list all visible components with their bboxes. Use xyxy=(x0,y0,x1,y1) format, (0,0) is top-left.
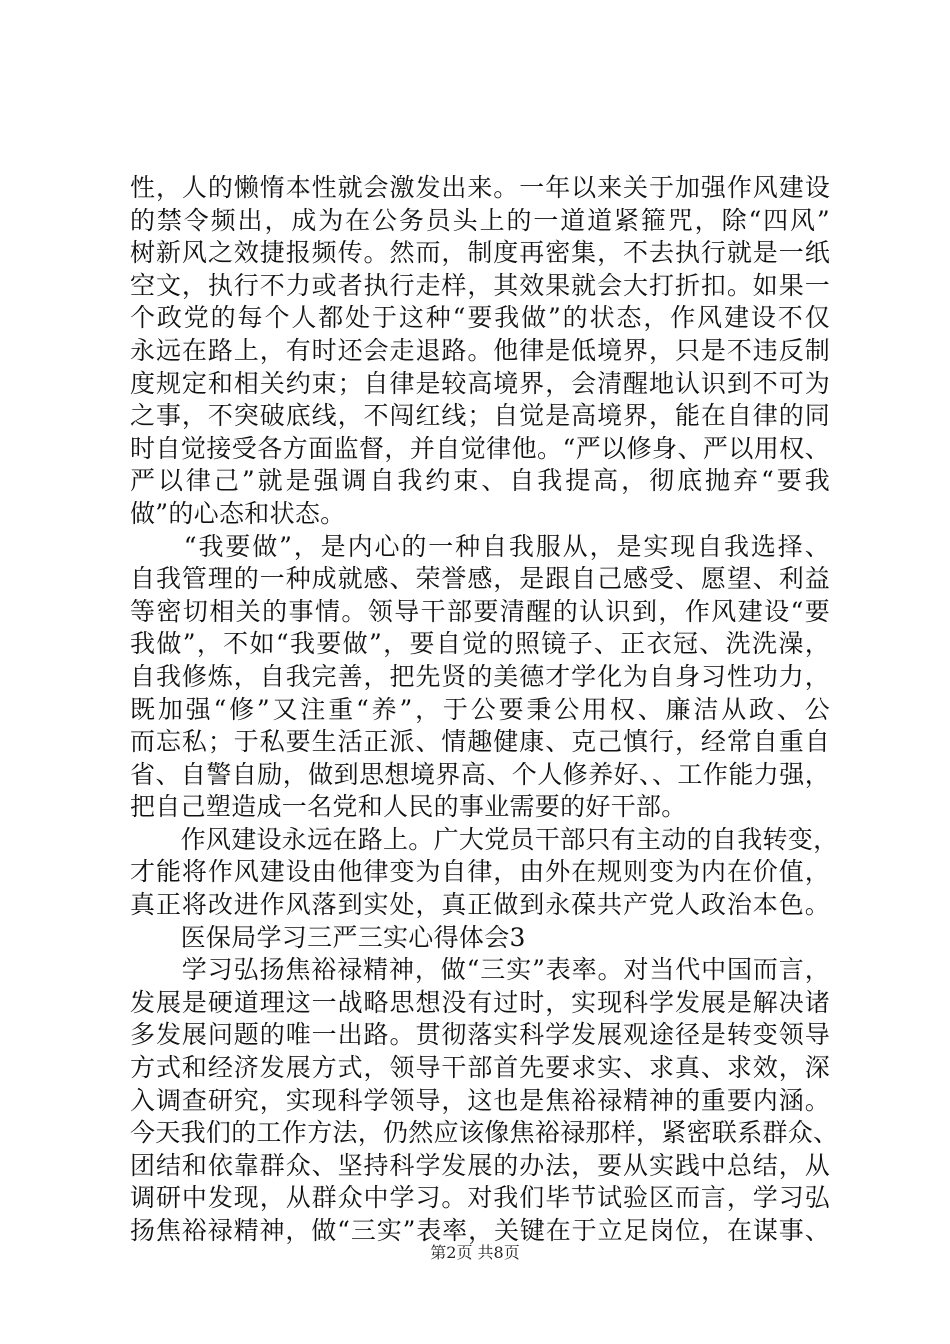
text-line: 学习弘扬焦裕禄精神，做“三实”表率。对当代中国而言， xyxy=(130,955,830,985)
text-line: 作风建设永远在路上。广大党员干部只有主动的自我转变， xyxy=(130,824,839,854)
text-line: 自我修炼，自我完善，把先贤的美德才学化为自身习性功力， xyxy=(130,661,830,691)
text-line: 自我管理的一种成就感、荣誉感，是跟自己感受、愿望、利益 xyxy=(130,564,830,594)
text-line: 性，人的懒惰本性就会激发出来。一年以来关于加强作风建设 xyxy=(130,173,830,202)
text-line: 真正将改进作风落到实处，真正做到永葆共产党人政治本色。 xyxy=(130,890,830,920)
text-line: 方式和经济发展方式，领导干部首先要求实、求真、求效，深 xyxy=(130,1053,830,1083)
text-line: 严以律己”就是强调自我约束、自我提高，彻底抛弃“要我 xyxy=(130,466,830,496)
text-line: 度规定和相关约束；自律是较高境界，会清醒地认识到不可为 xyxy=(130,368,830,398)
text-line: 团结和依靠群众、坚持科学发展的办法，要从实践中总结，从 xyxy=(130,1150,830,1180)
text-line: 省、自警自励，做到思想境界高、个人修养好、、工作能力强， xyxy=(130,759,830,789)
text-line: 才能将作风建设由他律变为自律，由外在规则变为内在价值， xyxy=(130,857,830,887)
text-line: 树新风之效捷报频传。然而，制度再密集，不去执行就是一纸 xyxy=(130,238,830,268)
text-line: 多发展问题的唯一出路。贯彻落实科学发展观途径是转变领导 xyxy=(130,1020,830,1050)
text-line: 时自觉接受各方面监督，并自觉律他。“严以修身、严以用权、 xyxy=(130,433,830,463)
text-line: 做”的心态和状态。 xyxy=(130,498,346,528)
text-line: 扬焦裕禄精神，做“三实”表率，关键在于立足岗位，在谋事、 xyxy=(130,1216,830,1245)
text-line: 之事，不突破底线，不闯红线；自觉是高境界，能在自律的同 xyxy=(130,401,830,431)
text-line: 既加强“修”又注重“养”，于公要秉公用权、廉洁从政、公 xyxy=(130,694,830,724)
text-line: 永远在路上，有时还会走退路。他律是低境界，只是不违反制 xyxy=(130,335,830,365)
text-line: 发展是硬道理这一战略思想没有过时，实现科学发展是解决诸 xyxy=(130,987,830,1017)
text-line: 我做”，不如“我要做”，要自觉的照镜子、正衣冠、洗洗澡， xyxy=(130,629,830,659)
text-line: 空文，执行不力或者执行走样，其效果就会大打折扣。如果一 xyxy=(130,270,830,300)
text-line: 把自己塑造成一名党和人民的事业需要的好干部。 xyxy=(130,792,687,822)
document-body xyxy=(130,172,839,1248)
page-footer: 第2页 共8页 xyxy=(430,1243,520,1262)
text-line: 个政党的每个人都处于这种“要我做”的状态，作风建设不仅 xyxy=(130,303,830,333)
text-line: 入调查研究，实现科学领导，这也是焦裕禄精神的重要内涵。 xyxy=(130,1085,830,1115)
section-heading: 医保局学习三严三实心得体会3 xyxy=(130,922,526,952)
text-line: 调研中发现，从群众中学习。对我们毕节试验区而言，学习弘 xyxy=(130,1183,830,1213)
text-line: “我要做”，是内心的一种自我服从，是实现自我选择、 xyxy=(130,531,830,561)
text-line: 的禁令频出，成为在公务员头上的一道道紧箍咒，除“四风” xyxy=(130,205,830,235)
text-line: 而忘私；于私要生活正派、情趣健康、克己慎行，经常自重自 xyxy=(130,727,830,757)
text-line: 等密切相关的事情。领导干部要清醒的认识到，作风建设“要 xyxy=(130,596,830,626)
text-line: 今天我们的工作方法，仍然应该像焦裕禄那样，紧密联系群众、 xyxy=(130,1118,839,1148)
